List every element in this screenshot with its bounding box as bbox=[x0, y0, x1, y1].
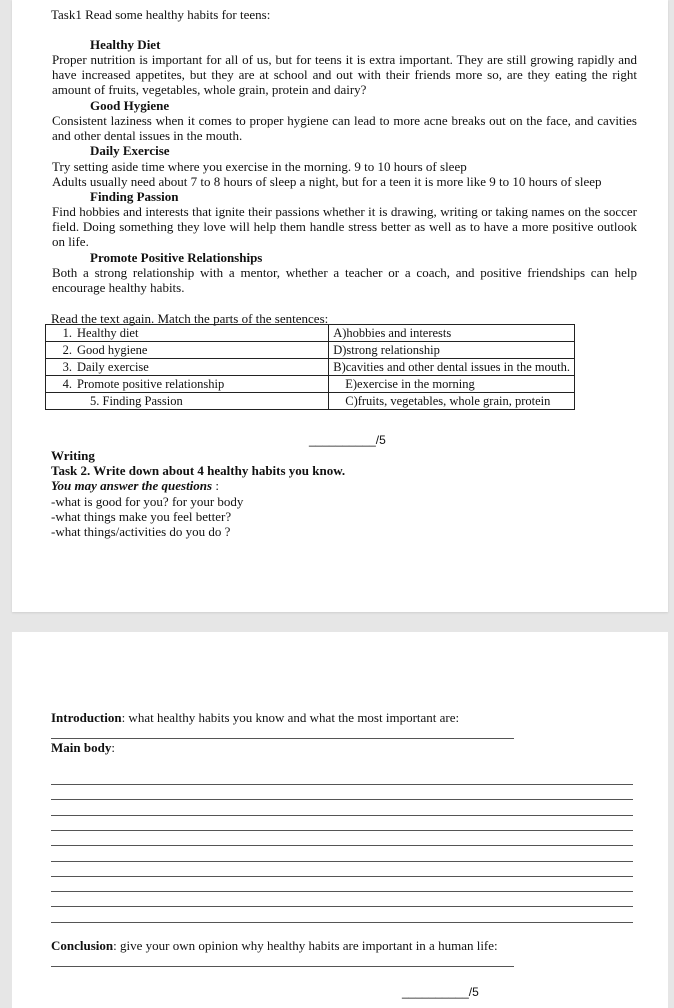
worksheet-page-2 bbox=[12, 632, 668, 1008]
paragraph-positive-relationships: Both a strong relationship with a mentor, whether a teacher or a coach, and positive friendships can help encourage healthy habits. bbox=[52, 265, 637, 296]
writing-task: Task 2. Write down about 4 healthy habits you know. bbox=[51, 463, 346, 478]
main-body-label: Main body bbox=[51, 740, 112, 755]
heading-finding-passion: Finding Passion bbox=[90, 189, 179, 204]
main-body-answer-line[interactable] bbox=[51, 891, 633, 892]
table-row bbox=[46, 376, 575, 393]
writing-question: -what is good for you? for your body bbox=[51, 494, 244, 509]
match-number: 4. bbox=[62, 377, 72, 391]
writing-prompt bbox=[51, 478, 219, 493]
match-left-cell bbox=[46, 359, 329, 376]
main-body-answer-line[interactable] bbox=[51, 876, 633, 877]
main-body-prompt bbox=[51, 740, 115, 755]
match-table bbox=[45, 324, 575, 410]
match-right-cell: C)fruits, vegetables, whole grain, protein bbox=[329, 393, 575, 410]
heading-good-hygiene: Good Hygiene bbox=[90, 98, 170, 113]
heading-positive-relationships: Promote Positive Relationships bbox=[90, 250, 263, 265]
writing-question: -what things make you feel better? bbox=[51, 509, 232, 524]
heading-healthy-diet: Healthy Diet bbox=[90, 37, 161, 52]
match-right-cell: B)cavities and other dental issues in the mouth. bbox=[329, 359, 575, 376]
match-right-cell: D)strong relationship bbox=[329, 342, 575, 359]
conclusion-label: Conclusion bbox=[51, 938, 114, 953]
task2-score: __________/5 bbox=[402, 985, 479, 999]
conclusion-text: : give your own opinion why healthy habits are important in a human life: bbox=[113, 938, 498, 953]
main-body-answer-line[interactable] bbox=[51, 830, 633, 831]
writing-prompt-italic: You may answer the questions bbox=[51, 478, 213, 493]
match-number: 3. bbox=[62, 360, 72, 374]
paragraph-daily-exercise-line2: Adults usually need about 7 to 8 hours of sleep a night, but for a teen it is more like 9 to 10 hours of sleep bbox=[52, 174, 602, 189]
paragraph-healthy-diet: Proper nutrition is important for all of us, but for teens it is extra important. They are still growing rapidly and have increased appetites, but they are at school and out with their friends more so, are they eating the right amount of fruits, vegetables, whole grain, protein and dairy? bbox=[52, 52, 637, 98]
match-left-cell bbox=[46, 376, 329, 393]
writing-question: -what things/activities do you do ? bbox=[51, 524, 231, 539]
main-body-answer-line[interactable] bbox=[51, 784, 633, 785]
match-left-text: Promote positive relationship bbox=[77, 377, 225, 391]
introduction-label: Introduction bbox=[51, 710, 122, 725]
main-body-answer-line[interactable] bbox=[51, 922, 633, 923]
writing-heading: Writing bbox=[51, 448, 95, 463]
table-row bbox=[46, 393, 575, 410]
match-number: 1. bbox=[62, 326, 72, 340]
paragraph-finding-passion: Find hobbies and interests that ignite their passions whether it is drawing, writing or taking names on the soccer field. Doing something they love will help them handle stress better as well as to have a more positive outlook on life. bbox=[52, 204, 637, 250]
table-row bbox=[46, 325, 575, 342]
match-left-cell bbox=[46, 325, 329, 342]
match-left-text: Finding Passion bbox=[102, 394, 183, 408]
table-row bbox=[46, 342, 575, 359]
match-right-cell: A)hobbies and interests bbox=[329, 325, 575, 342]
main-body-answer-line[interactable] bbox=[51, 815, 633, 816]
introduction-prompt bbox=[51, 710, 459, 725]
worksheet-page-1 bbox=[12, 0, 668, 612]
task1-title: Task1 Read some healthy habits for teens: bbox=[51, 7, 271, 22]
main-body-answer-line[interactable] bbox=[51, 799, 633, 800]
match-left-text: Daily exercise bbox=[77, 360, 149, 374]
match-number: 2. bbox=[62, 343, 72, 357]
main-body-answer-line[interactable] bbox=[51, 861, 633, 862]
match-left-cell bbox=[46, 393, 329, 410]
heading-daily-exercise: Daily Exercise bbox=[90, 143, 170, 158]
table-row bbox=[46, 359, 575, 376]
introduction-text: : what healthy habits you know and what the most important are: bbox=[121, 710, 460, 725]
paragraph-good-hygiene: Consistent laziness when it comes to proper hygiene can lead to more acne breaks out on the face, and cavities and other dental issues in the mouth. bbox=[52, 113, 637, 144]
main-body-answer-line[interactable] bbox=[51, 845, 633, 846]
match-instruction: Read the text again. Match the parts of the sentences: bbox=[51, 311, 329, 326]
writing-prompt-colon: : bbox=[212, 478, 219, 493]
main-body-answer-line[interactable] bbox=[51, 906, 633, 907]
match-left-text: Good hygiene bbox=[77, 343, 148, 357]
match-left-cell bbox=[46, 342, 329, 359]
main-body-text: : bbox=[111, 740, 115, 755]
paragraph-daily-exercise-line1: Try setting aside time where you exercise in the morning. 9 to 10 hours of sleep bbox=[52, 159, 467, 174]
match-right-cell: E)exercise in the morning bbox=[329, 376, 575, 393]
conclusion-prompt bbox=[51, 938, 498, 953]
introduction-answer-line[interactable] bbox=[51, 738, 514, 739]
task1-score: __________/5 bbox=[309, 433, 386, 447]
match-number: 5. bbox=[90, 394, 100, 408]
match-left-text: Healthy diet bbox=[77, 326, 139, 340]
conclusion-answer-line[interactable] bbox=[51, 966, 514, 967]
